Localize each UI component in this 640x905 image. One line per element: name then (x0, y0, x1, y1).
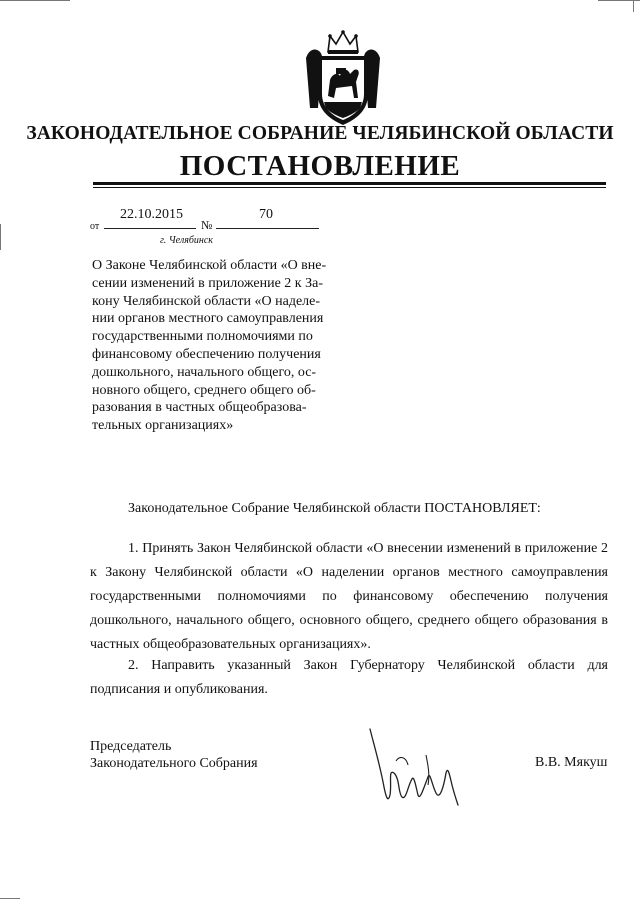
signatory-title-line: Законодательного Собрания (90, 756, 258, 771)
scan-edge-right (633, 0, 634, 12)
subject-line: разования в частных общеобразова- (92, 400, 307, 416)
resolution-item-2: 2. Направить указанный Закон Губернатору Челябинской области для подписания и опубликования. (90, 658, 608, 697)
handwritten-signature (366, 725, 466, 811)
document-type: ПОСТАНОВЛЕНИЕ (179, 150, 461, 182)
scan-edge-top-left (0, 0, 70, 1)
subject-line: новного общего, среднего общего об- (92, 382, 316, 398)
subject-line: кону Челябинской области «О наделе- (92, 293, 321, 309)
document-date: 22.10.2015 (120, 207, 183, 222)
date-underline (104, 228, 196, 229)
signatory-name: В.В. Мякуш (535, 755, 608, 770)
coat-of-arms-icon (300, 28, 386, 128)
organization-name: ЗАКОНОДАТЕЛЬНОЕ СОБРАНИЕ ЧЕЛЯБИНСКОЙ ОБЛАСТИ (26, 123, 614, 144)
resolution-subject (92, 257, 332, 435)
subject-line: финансовому обеспечению получения (92, 346, 321, 362)
signatory-title-line: Председатель (90, 739, 172, 754)
subject-line: нии органов местного самоуправления (92, 311, 324, 327)
scan-edge-bottom (0, 898, 20, 899)
subject-line: О Законе Челябинской области «О вне- (92, 258, 327, 273)
subject-line: тельных организациях» (92, 418, 234, 434)
subject-line: дошкольного, начального общего, ос- (92, 364, 317, 380)
header-rule-thin (93, 187, 606, 188)
header-rule-thick (93, 182, 606, 185)
number-underline (216, 228, 319, 229)
date-prefix-label: от (90, 221, 100, 232)
city-label: г. Челябинск (160, 235, 213, 246)
scan-edge-left (0, 224, 1, 250)
document-number: 70 (259, 207, 273, 222)
subject-line: сении изменений в приложение 2 к За- (92, 275, 323, 291)
signatory-title (90, 738, 258, 772)
resolution-item-1: 1. Принять Закон Челябинской области «О внесении изменений в приложение 2 к Закону Челябинской области «О наделении органов местного самоуправления государственными полномочиями по финансовому обеспечению получения дошкольного, начального общего, основного общего, среднего общего образования в частных общеобразовательных организациях». (90, 541, 608, 652)
preamble: Законодательное Собрание Челябинской области ПОСТАНОВЛЯЕТ: (128, 501, 541, 516)
subject-line: государственными полномочиями по (92, 329, 313, 345)
number-sign: № (201, 218, 213, 232)
